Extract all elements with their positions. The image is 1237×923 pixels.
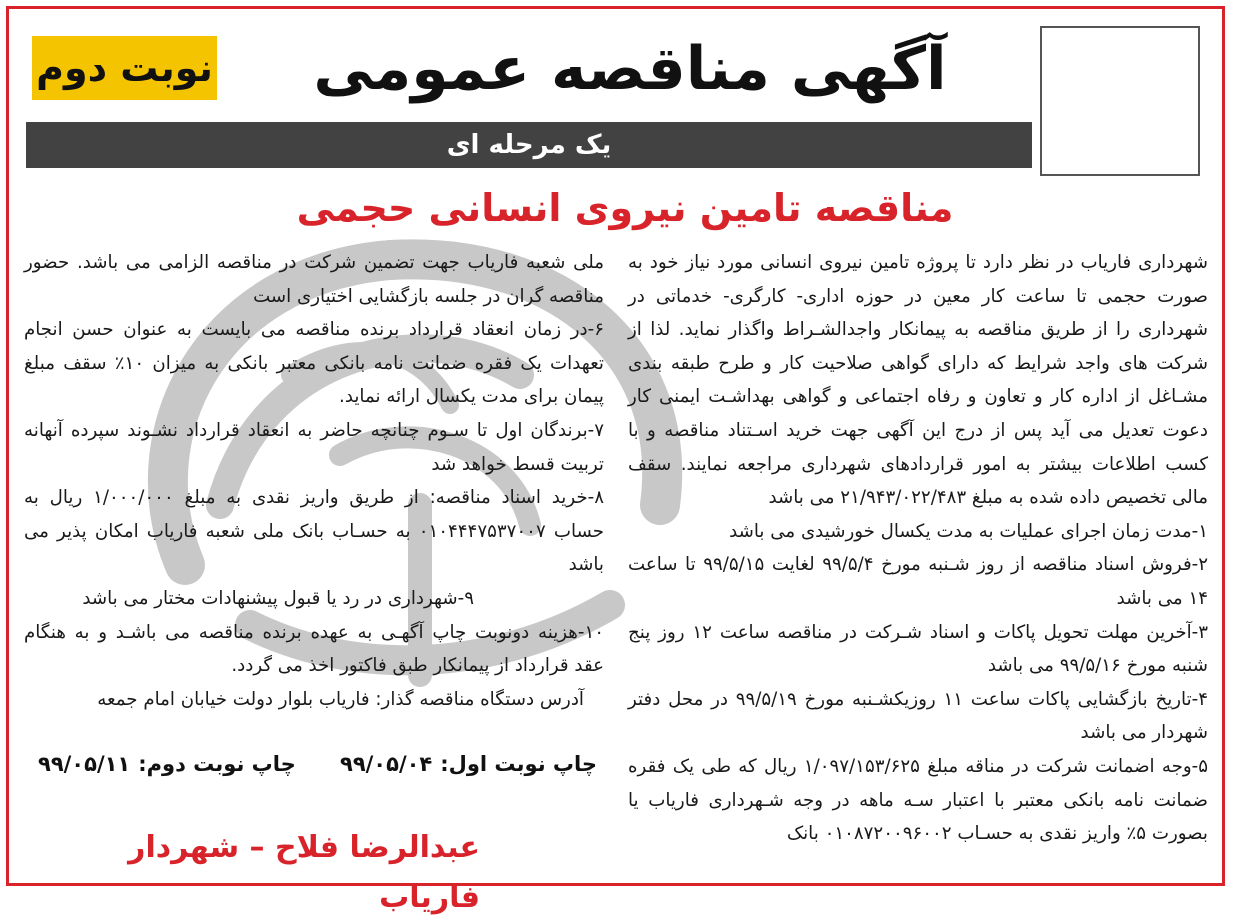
body-column-right bbox=[628, 246, 1208, 851]
clause-1: ۱-مدت زمان اجرای عملیات به مدت یکسال خورشیدی می باشد bbox=[729, 520, 1208, 542]
first-print-info bbox=[340, 752, 597, 776]
clause-10: ۱۰-هزینه دونوبت چاپ آگهـی به عهده برنده مناقصه می باشـد و به هنگام عقد قرارداد از پیمانکار طبق فاکتور اخذ می گردد. bbox=[24, 621, 604, 677]
mayor-signature: عبدالرضا فلاح – شهردار فاریاب bbox=[128, 830, 480, 915]
second-round-badge: نوبت دوم bbox=[32, 36, 217, 100]
clause-8: ۸-خرید اسناد مناقصه: از طریق واریز نقدی به مبلغ ۱/۰۰۰/۰۰۰ ریال به حساب ۰۱۰۴۴۴۷۵۳۷۰۰۷ به حسـاب بانک ملی شعبه فاریاب امکان پذیر می باشد bbox=[24, 487, 604, 576]
clause-4: ۴-تاریخ بازگشایی پاکات ساعت ۱۱ روزیکشـنبه مورخ ۹۹/۵/۱۹ در محل دفتر شهردار می باشد bbox=[628, 688, 1208, 744]
tender-subtitle: مناقصه تامین نیروی انسانی حجمی bbox=[296, 186, 954, 230]
clause-9: ۹-شهرداری در رد یا قبول پیشنهادات مختار می باشد bbox=[82, 587, 474, 609]
clause-5-continued: ملی شعبه فاریاب جهت تضمین شرکت در مناقصه الزامی می باشد. حضور مناقصه گران در جلسه بازگشایی اختیاری است bbox=[24, 252, 604, 307]
clause-6: ۶-در زمان انعقاد قرارداد برنده مناقصه می بایست به عنوان حسن انجام تعهدات یک فقره ضمانت نامه بانکی معتبر بانکی به میزان ۱۰٪ سقف مبلغ پیمان برای مدت یکسال ارائه نماید. bbox=[24, 319, 604, 408]
first-print-label: چاپ نوبت اول: bbox=[440, 752, 598, 776]
logo-placeholder-box bbox=[1040, 26, 1200, 176]
tender-address: آدرس دستگاه مناقصه گذار: فاریاب بلوار دولت خیابان امام جمعه bbox=[97, 688, 584, 710]
page-title: آگهی مناقصه عمومی bbox=[313, 34, 947, 104]
intro-paragraph: شهرداری فاریاب در نظر دارد تا پروژه تامین نیروی انسانی مورد نیاز خود به صورت حجمی تا ساعت کار معین در حوزه اداری- کارگری- خدماتی در شهرداری را از طریق مناقصه به پیمانکار واجدالشـراط واگذار نماید. لذا از شرکت های واجد شرایط که دارای گواهی صلاحیت کار و طرح طبقه بندی مشـاغل از اداره کار و تعاون و رفاه اجتماعی و گواهی بهداشـت ایمنی کار دعوت تعدیل می آید پس از درج این آگهی جهت خرید اسـتناد مناقصه و با کسب اطلاعات بیشتر به امور قراردادهای شهرداری مراجعه نمایند. سقف مالی تخصیص داده شده به مبلغ ۲۱/۹۴۳/۰۲۲/۴۸۳ می باشد bbox=[628, 252, 1208, 509]
second-print-label: چاپ نوبت دوم: bbox=[138, 752, 296, 776]
second-print-info bbox=[38, 752, 296, 776]
second-print-date: ۹۹/۰۵/۱۱ bbox=[38, 752, 131, 776]
body-column-left bbox=[24, 246, 604, 716]
clause-7: ۷-برندگان اول تا سـوم چنانچه حاضر به انعقاد قرارداد نشـوند سپرده آنهانه تربیت قسط خواهد شد bbox=[24, 419, 604, 475]
clause-2: ۲-فروش اسناد مناقصه از روز شـنبه مورخ ۹۹/۵/۴ لغایت ۹۹/۵/۱۵ تا ساعت ۱۴ می باشد bbox=[628, 554, 1209, 609]
first-print-date: ۹۹/۰۵/۰۴ bbox=[340, 752, 433, 776]
clause-3: ۳-آخرین مهلت تحویل پاکات و اسناد شـرکت در مناقصه ساعت ۱۲ روز پنج شنبه مورخ ۹۹/۵/۱۶ می باشد bbox=[628, 621, 1209, 677]
single-stage-banner: یک مرحله ای bbox=[26, 122, 1032, 168]
clause-5: ۵-وجه اضمانت شرکت در مناقه مبلغ ۱/۰۹۷/۱۵۳/۶۲۵ ریال که طی یک فقره ضمانت نامه بانکی معتبر با اعتبار سـه ماهه در وجه شـهرداری فاریاب یا بصورت ۵٪ واریز نقدی به حسـاب ۰۱۰۸۷۲۰۰۹۶۰۰۲ بانک bbox=[628, 755, 1208, 845]
